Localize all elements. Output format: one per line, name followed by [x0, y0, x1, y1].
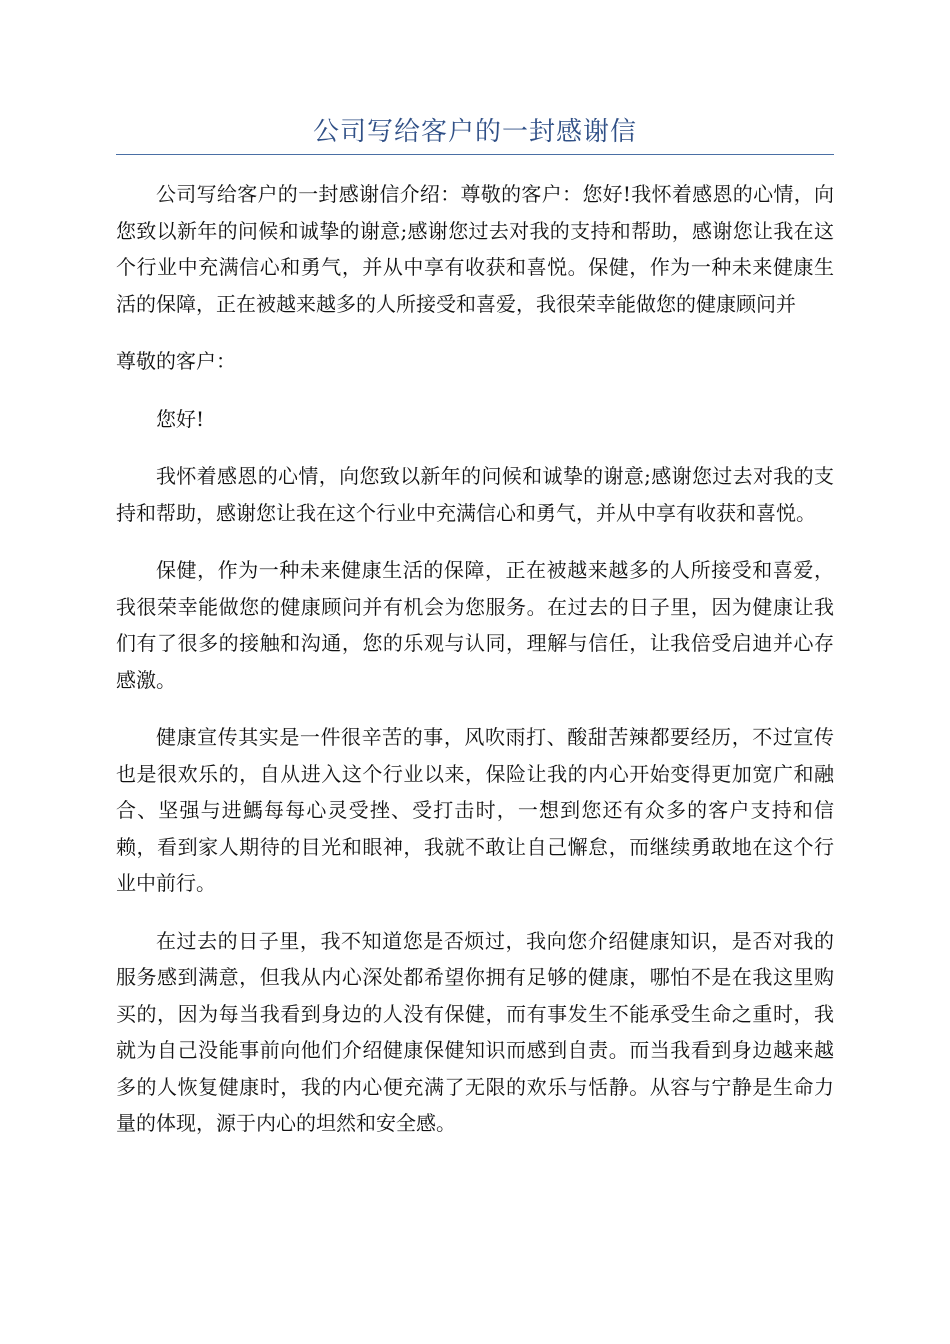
title-underline	[116, 154, 834, 155]
document-body	[116, 176, 834, 1163]
paragraph-health-care: 保健，作为一种未来健康生活的保障，正在被越来越多的人所接受和喜爱，我很荣幸能做您的健康顾问并有机会为您服务。在过去的日子里，因为健康让我们有了很多的接触和沟通，您的乐观与认同，理解与信任，让我倍受启迪并心存感激。	[116, 558, 834, 692]
paragraph-greeting: 您好!	[156, 406, 205, 431]
document-title: 公司写给客户的一封感谢信	[312, 117, 637, 147]
paragraph-promotion: 健康宣传其实是一件很辛苦的事，风吹雨打、酸甜苦辣都要经历，不过宣传也是很欢乐的，自从进入这个行业以来，保险让我的内心开始变得更加宽广和融合、坚强与进鰢每每心灵受挫、受打击时，一想到您还有众多的客户支持和信赖，看到家人期待的目光和眼神，我就不敢让自己懈怠，而继续勇敢地在这个行业中前行。	[116, 725, 834, 895]
paragraph-salutation: 尊敬的客户：	[116, 349, 236, 373]
paragraph-gratitude: 我怀着感恩的心情，向您致以新年的问候和诚挚的谢意;感谢您过去对我的支持和帮助，感谢您让我在这个行业中充满信心和勇气，并从中享有收获和喜悦。	[116, 464, 834, 525]
paragraph-intro: 公司写给客户的一封感谢信介绍：尊敬的客户：您好!我怀着感恩的心情，向您致以新年的问候和诚挚的谢意;感谢您过去对我的支持和帮助，感谢您让我在这个行业中充满信心和勇气，并从中享有收获和喜悦。保健，作为一种未来健康生活的保障，正在被越来越多的人所接受和喜爱，我很荣幸能做您的健康顾问并	[116, 182, 834, 316]
paragraph-reflection: 在过去的日子里，我不知道您是否烦过，我向您介绍健康知识，是否对我的服务感到满意，但我从内心深处都希望你拥有足够的健康，哪怕不是在我这里购买的，因为每当我看到身边的人没有保健，而有事发生不能承受生命之重时，我就为自己没能事前向他们介绍健康保健知识而感到自责。而当我看到身边越来越多的人恢复健康时，我的内心便充满了无限的欢乐与恬静。从容与宁静是生命力量的体现，源于内心的坦然和安全感。	[116, 928, 834, 1135]
